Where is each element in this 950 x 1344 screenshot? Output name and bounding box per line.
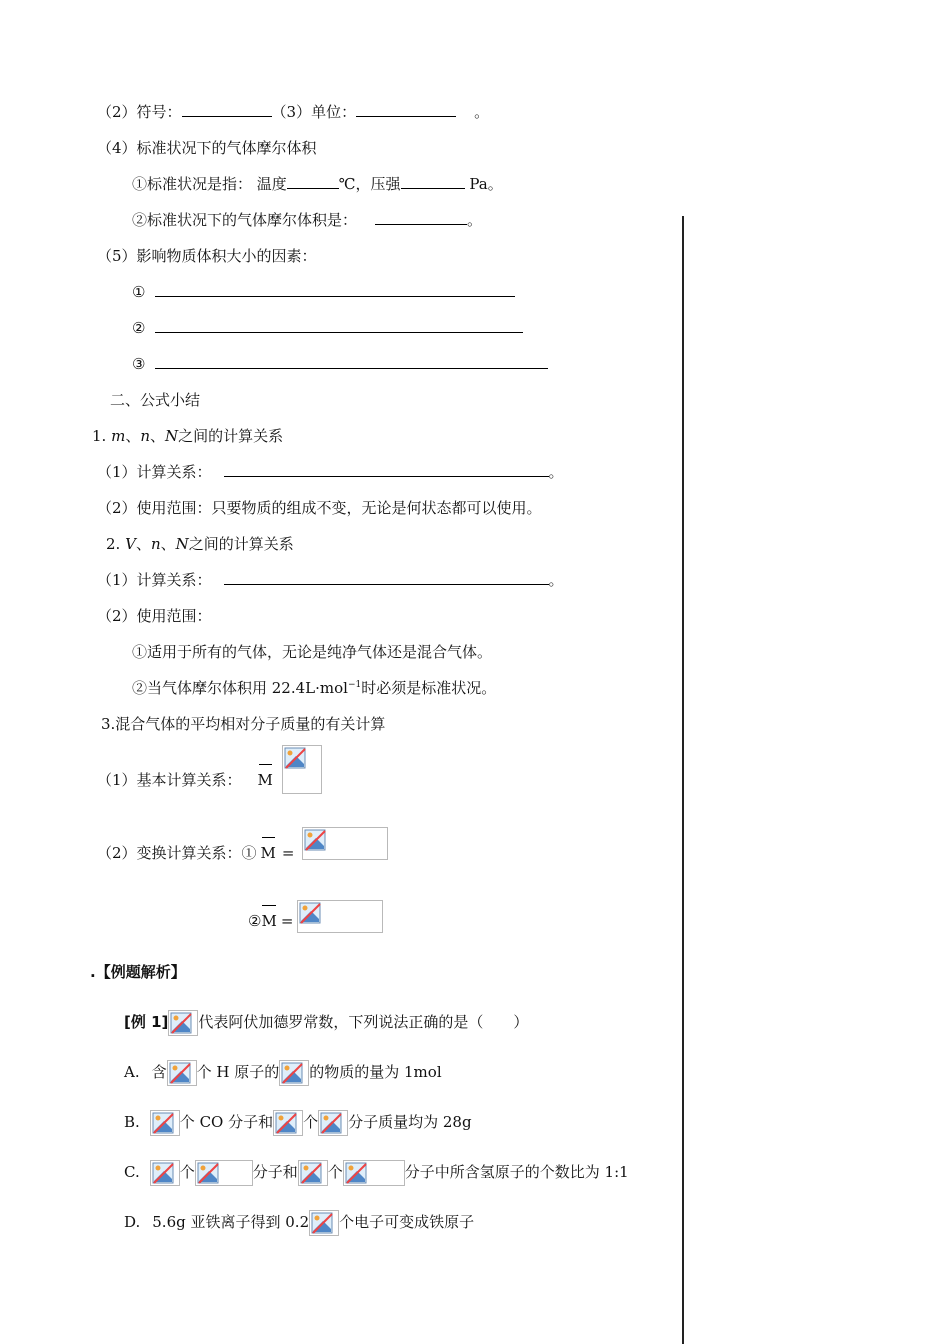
formula-1-heading: 1. m、n、N之间的计算关系 <box>92 427 284 445</box>
line-standard-conditions: ①标准状况是指： 温度 ℃，压强 Pa。 <box>132 175 503 193</box>
broken-image-icon <box>297 900 383 933</box>
formula-3-basic: （1）基本计算关系： M <box>97 771 273 789</box>
broken-image-icon <box>279 1060 309 1086</box>
formula-2-calc: （1）计算关系： 。 <box>97 571 564 589</box>
broken-image-icon <box>343 1160 405 1186</box>
broken-image-icon <box>150 1110 180 1136</box>
broken-image-icon <box>167 1060 197 1086</box>
broken-image-icon <box>318 1110 348 1136</box>
formula-2-heading: 2. V、n、N之间的计算关系 <box>106 535 294 553</box>
margin-rule <box>682 216 684 1344</box>
formula-1-range: （2）使用范围：只要物质的组成不变，无论是何状态都可以使用。 <box>97 499 542 517</box>
m-bar-symbol: M <box>257 771 273 789</box>
option-c: C. 个 分子和 个 分子中所含氢原子的个数比为 1:1 <box>124 1160 629 1186</box>
broken-image-icon <box>168 1010 198 1036</box>
example-heading: .【例题解析】 <box>90 963 186 981</box>
broken-image-icon <box>195 1160 253 1186</box>
broken-image-icon <box>309 1210 339 1236</box>
factor-line-2: ② <box>132 318 523 338</box>
broken-image-icon <box>298 1160 328 1186</box>
option-b: B. 个 CO 分子和 个 分子质量均为 28g <box>124 1110 472 1136</box>
formula-2-range-2: ②当气体摩尔体积用 22.4L·mol$^{-1}$时必须是标准状况。 <box>132 679 497 697</box>
formula-3-transform: （2）变换计算关系：① M = <box>97 844 295 862</box>
option-a: A. 含 个 H 原子的 的物质的量为 1mol <box>124 1060 442 1086</box>
section-formula-summary: 二、公式小结 <box>110 391 201 409</box>
broken-image-icon <box>273 1110 303 1136</box>
broken-image-icon <box>150 1160 180 1186</box>
broken-image-icon <box>282 745 322 794</box>
formula-3-heading: 3.混合气体的平均相对分子质量的有关计算 <box>101 715 386 733</box>
formula-3-transform-2: ②M = <box>248 912 294 930</box>
formula-2-range: （2）使用范围： <box>97 607 212 625</box>
line-symbol-unit: （2）符号： （3）单位： 。 <box>97 103 490 121</box>
factor-line-3: ③ <box>132 354 548 374</box>
line-standard-molar-volume: ②标准状况下的气体摩尔体积是： 。 <box>132 211 483 229</box>
example-1: [例 1] 代表阿伏加德罗常数，下列说法正确的是（ ） <box>124 1010 528 1036</box>
factor-line-1: ① <box>132 282 515 302</box>
broken-image-icon <box>302 827 388 860</box>
option-d: D. 5.6g 亚铁离子得到 0.2 个电子可变成铁原子 <box>124 1210 474 1236</box>
formula-2-range-1: ①适用于所有的气体，无论是纯净气体还是混合气体。 <box>132 643 493 661</box>
formula-1-calc: （1）计算关系： 。 <box>97 463 564 481</box>
line-factors-heading: （5）影响物质体积大小的因素： <box>97 247 317 265</box>
line-molar-volume-heading: （4）标准状况下的气体摩尔体积 <box>97 139 317 157</box>
